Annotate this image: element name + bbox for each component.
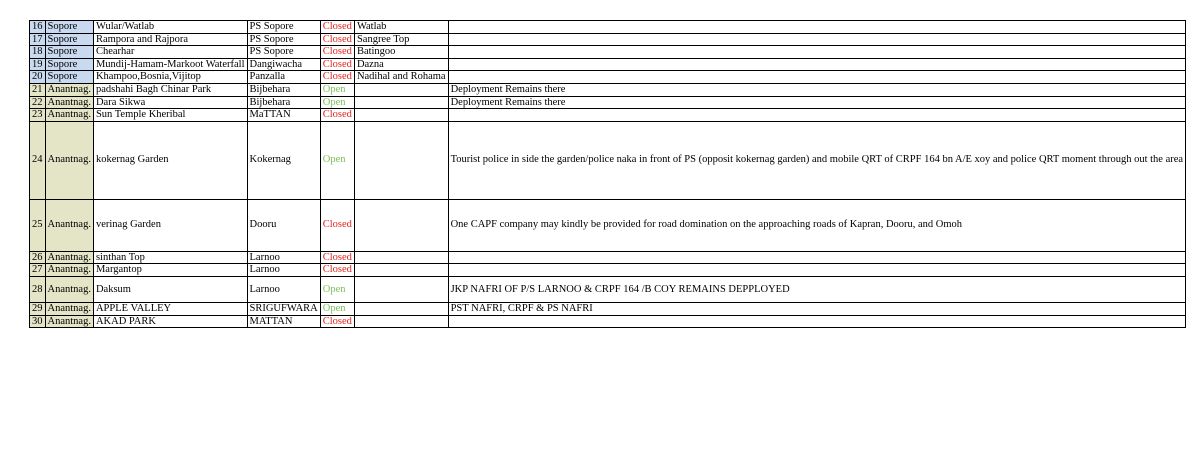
serial-number-cell: 24 [30,121,46,199]
status-cell: Closed [320,315,354,328]
table-row [30,33,1186,46]
serial-number-cell: 19 [30,58,46,71]
serial-number-cell: 26 [30,251,46,264]
alternative-spot-cell [354,109,448,122]
alternative-spot-cell: Sangree Top [354,33,448,46]
table-row [30,251,1186,264]
alternative-spot-cell [354,264,448,277]
district-cell: Sopore [45,46,93,59]
table-row [30,58,1186,71]
status-cell: Open [320,302,354,315]
district-cell: Anantnag. [45,121,93,199]
police-station-cell: SRIGUFWARA [247,302,320,315]
status-cell: Closed [320,71,354,84]
place-cell: sinthan Top [93,251,247,264]
table-row [30,276,1186,302]
place-cell: Daksum [93,276,247,302]
alternative-spot-cell: Watlab [354,21,448,34]
alternative-spot-cell [354,251,448,264]
remarks-cell: PST NAFRI, CRPF & PS NAFRI [448,302,1186,315]
tourist-spots-table [29,20,1186,328]
place-cell: AKAD PARK [93,315,247,328]
status-cell: Closed [320,33,354,46]
remarks-cell [448,33,1186,46]
district-cell: Anantnag. [45,199,93,251]
table-row [30,199,1186,251]
remarks-cell: JKP NAFRI OF P/S LARNOO & CRPF 164 /B COY REMAINS DEPPLOYED [448,276,1186,302]
status-cell: Open [320,96,354,109]
remarks-cell [448,109,1186,122]
district-cell: Sopore [45,33,93,46]
police-station-cell: PS Sopore [247,46,320,59]
place-cell: Margantop [93,264,247,277]
alternative-spot-cell [354,121,448,199]
police-station-cell: MATTAN [247,315,320,328]
police-station-cell: Kokernag [247,121,320,199]
police-station-cell: Dooru [247,199,320,251]
remarks-cell: One CAPF company may kindly be provided for road domination on the approaching roads of Kapran, Dooru, and Omoh [448,199,1186,251]
police-station-cell: Panzalla [247,71,320,84]
place-cell: Sun Temple Kheribal [93,109,247,122]
status-cell: Closed [320,21,354,34]
serial-number-cell: 29 [30,302,46,315]
alternative-spot-cell: Dazna [354,58,448,71]
status-cell: Open [320,121,354,199]
table-row [30,21,1186,34]
place-cell: Mundij-Hamam-Markoot Waterfall [93,58,247,71]
table-row [30,121,1186,199]
serial-number-cell: 17 [30,33,46,46]
status-cell: Closed [320,109,354,122]
alternative-spot-cell [354,199,448,251]
serial-number-cell: 27 [30,264,46,277]
table-row [30,46,1186,59]
district-cell: Anantnag. [45,302,93,315]
place-cell: Wular/Watlab [93,21,247,34]
district-cell: Anantnag. [45,96,93,109]
serial-number-cell: 21 [30,83,46,96]
status-cell: Closed [320,46,354,59]
remarks-cell [448,264,1186,277]
district-cell: Sopore [45,58,93,71]
serial-number-cell: 30 [30,315,46,328]
district-cell: Sopore [45,71,93,84]
table-row [30,302,1186,315]
place-cell: Rampora and Rajpora [93,33,247,46]
alternative-spot-cell [354,276,448,302]
police-station-cell: PS Sopore [247,21,320,34]
status-cell: Closed [320,58,354,71]
remarks-cell: Tourist police in side the garden/police naka in front of PS (opposit kokernag garden) and mobile QRT of CRPF 164 bn A/E xoy and police QRT moment through out the area [448,121,1186,199]
remarks-cell: Deployment Remains there [448,83,1186,96]
remarks-cell [448,46,1186,59]
police-station-cell: Dangiwacha [247,58,320,71]
police-station-cell: PS Sopore [247,33,320,46]
police-station-cell: Bijbehara [247,96,320,109]
place-cell: Dara Sikwa [93,96,247,109]
police-station-cell: Larnoo [247,276,320,302]
remarks-cell: Deployment Remains there [448,96,1186,109]
alternative-spot-cell [354,96,448,109]
status-cell: Open [320,83,354,96]
place-cell: APPLE VALLEY [93,302,247,315]
status-cell: Closed [320,199,354,251]
serial-number-cell: 18 [30,46,46,59]
police-station-cell: Larnoo [247,264,320,277]
remarks-cell [448,21,1186,34]
status-cell: Open [320,276,354,302]
alternative-spot-cell [354,302,448,315]
place-cell: padshahi Bagh Chinar Park [93,83,247,96]
status-cell: Closed [320,264,354,277]
district-cell: Anantnag. [45,109,93,122]
district-cell: Anantnag. [45,83,93,96]
alternative-spot-cell [354,315,448,328]
serial-number-cell: 28 [30,276,46,302]
table-row [30,109,1186,122]
remarks-cell [448,71,1186,84]
alternative-spot-cell: Batingoo [354,46,448,59]
district-cell: Anantnag. [45,251,93,264]
table-row [30,83,1186,96]
remarks-cell [448,315,1186,328]
serial-number-cell: 22 [30,96,46,109]
serial-number-cell: 25 [30,199,46,251]
alternative-spot-cell: Nadihal and Rohama [354,71,448,84]
table-row [30,71,1186,84]
place-cell: kokernag Garden [93,121,247,199]
serial-number-cell: 16 [30,21,46,34]
table-row [30,315,1186,328]
police-station-cell: Bijbehara [247,83,320,96]
table-row [30,264,1186,277]
alternative-spot-cell [354,83,448,96]
place-cell: Chearhar [93,46,247,59]
district-cell: Anantnag. [45,276,93,302]
police-station-cell: Larnoo [247,251,320,264]
district-cell: Anantnag. [45,315,93,328]
serial-number-cell: 23 [30,109,46,122]
district-cell: Sopore [45,21,93,34]
serial-number-cell: 20 [30,71,46,84]
place-cell: Khampoo,Bosnia,Vijitop [93,71,247,84]
remarks-cell [448,251,1186,264]
district-cell: Anantnag. [45,264,93,277]
status-cell: Closed [320,251,354,264]
police-station-cell: MaTTAN [247,109,320,122]
place-cell: verinag Garden [93,199,247,251]
table-row [30,96,1186,109]
remarks-cell [448,58,1186,71]
